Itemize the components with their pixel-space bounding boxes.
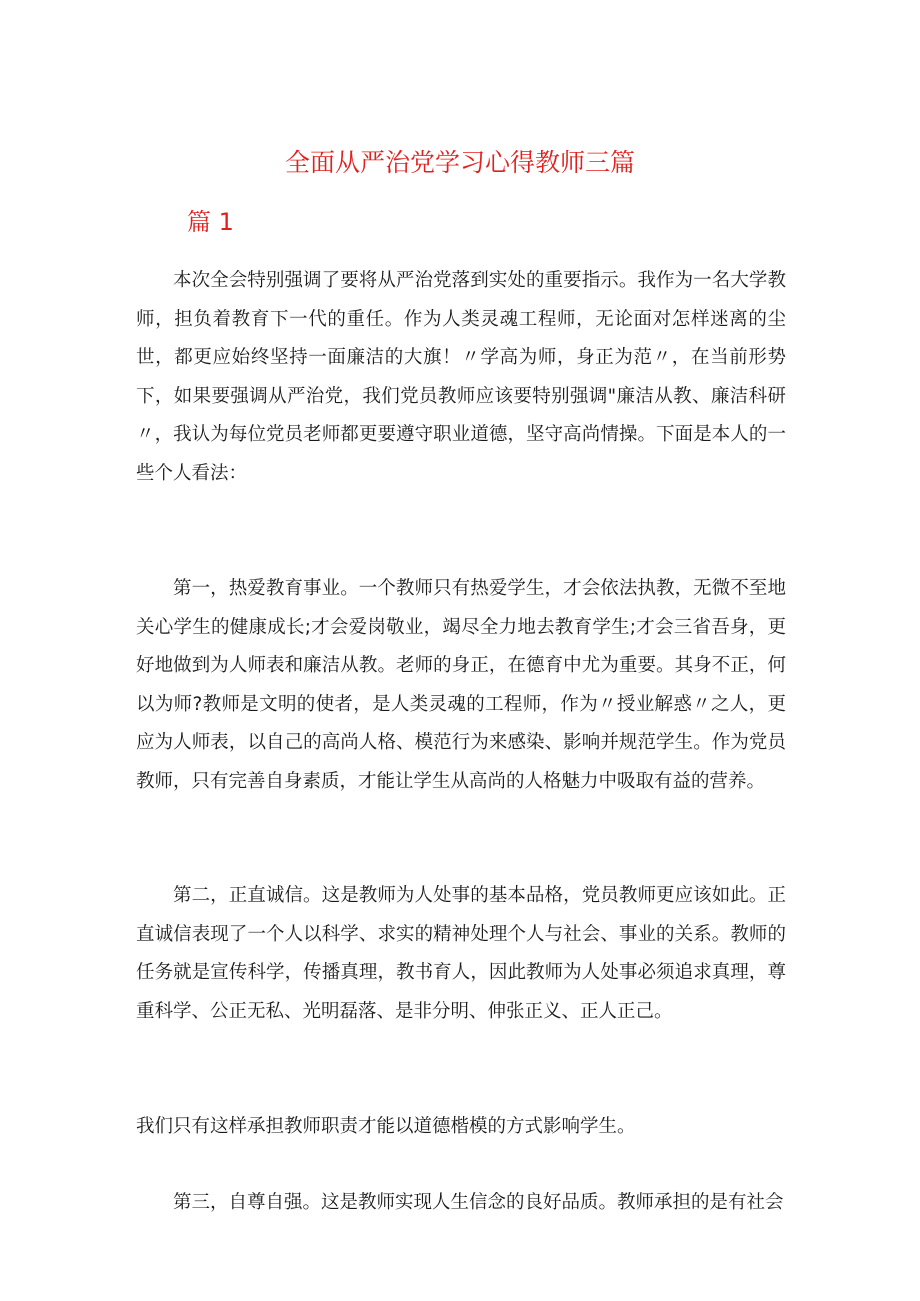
paragraph-third-point: 第三，自尊自强。这是教师实现人生信念的良好品质。教师承担的是有社会 bbox=[173, 1192, 784, 1213]
paragraph-second-point: 第二，正直诚信。这是教师为人处事的基本品格，党员教师更应该如此。正直诚信表现了一个人以科学、求实的精神处理个人与社会、事业的关系。教师的任务就是宣传科学，传播真理，教书育人，因此教师为人处事必须追求真理，尊重科学、公正无私、光明磊落、是非分明、伸张正义、正人正己。 bbox=[136, 885, 786, 1022]
paragraph-first-point: 第一，热爱教育事业。一个教师只有热爱学生，才会依法执教，无微不至地关心学生的健康成长;才会爱岗敬业，竭尽全力地去教育学生;才会三省吾身，更好地做到为人师表和廉洁从教。老师的身正，在德育中尤为重要。其身不正，何以为师?教师是文明的使者，是人类灵魂的工程师，作为〃授业解惑〃之人，更应为人师表，以自己的高尚人格、模范行为来感染、影响并规范学生。作为党员教师，只有完善自身素质，才能让学生从高尚的人格魅力中吸取有益的营养。 bbox=[136, 578, 786, 792]
paragraph-continuation: 我们只有这样承担教师职责才能以道德楷模的方式影响学生。 bbox=[136, 1116, 636, 1137]
paragraph-intro: 本次全会特别强调了要将从严治党落到实处的重要指示。我作为一名大学教师，担负着教育下一代的重任。作为人类灵魂工程师，无论面对怎样迷离的尘世，都更应始终坚持一面廉洁的大旗！〃学高为师，身正为范〃，在当前形势下，如果要强调从严治党，我们党员教师应该要特别强调"廉洁从教、廉洁科研〃，我认为每位党员老师都更要遵守职业道德，坚守高尚情操。下面是本人的一些个人看法： bbox=[136, 270, 786, 484]
section-heading: 篇 1 bbox=[187, 208, 234, 236]
document-title: 全面从严治党学习心得教师三篇 bbox=[284, 148, 635, 177]
